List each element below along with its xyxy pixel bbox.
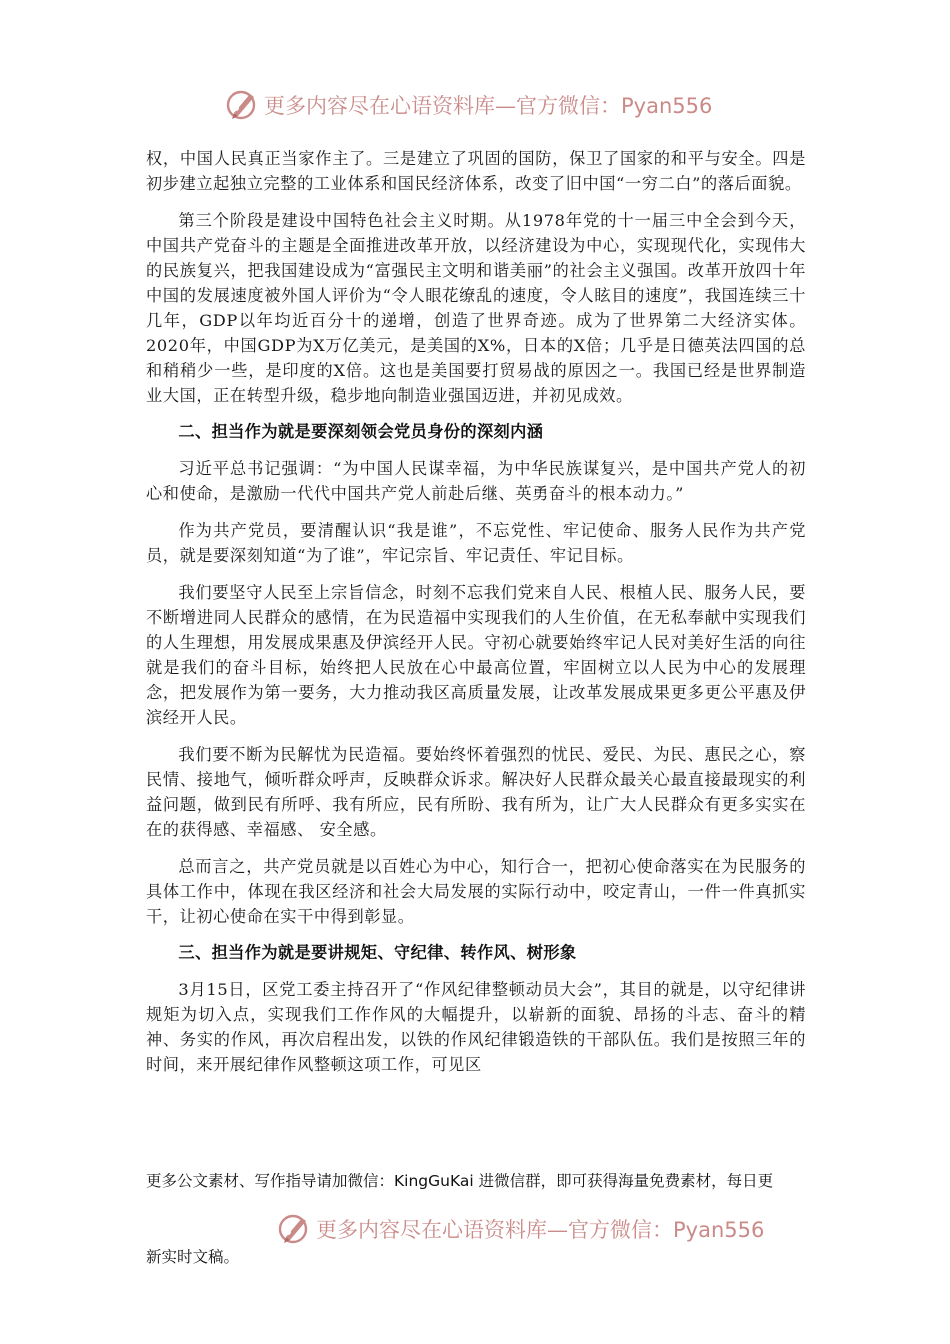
footer-note: 更多公文素材、写作指导请加微信：KingGuKai 进微信群，即可获得海量免费素材，每日更 [146, 1172, 774, 1190]
paragraph-3: 习近平总书记强调：“为中国人民谋幸福，为中华民族谋复兴，是中国共产党人的初心和使命，是激励一代代中国共产党人前赴后继、英勇奋斗的根本动力。” [146, 459, 806, 503]
paragraph-8: 3月15日，区党工委主持召开了“作风纪律整顿动员大会”，其目的就是，以守纪律讲规矩为切入点，实现我们工作作风的大幅提升，以崭新的面貌、昂扬的斗志、奋斗的精神、务实的作风，再次启程出发，以铁的作风纪律锻造铁的干部队伍。我们是按照三年的时间，来开展纪律作风整顿这项工作，可见区 [146, 980, 806, 1074]
banner-text [264, 90, 712, 120]
banner-wechat-id: Pyan556 [621, 94, 713, 118]
paragraph-6: 我们要不断为民解忧为民造福。要始终怀着强烈的忧民、爱民、为民、惠民之心，察民情、接地气，倾听群众呼声，反映群众诉求。解决好人民群众最关心最直接最现实的利益问题，做到民有所呼、我有所应，民有所盼、我有所为，让广大人民群众有更多实实在在的获得感、幸福感、 安全感。 [146, 745, 806, 839]
paragraph-1: 权，中国人民真正当家作主了。三是建立了巩固的国防，保卫了国家的和平与安全。四是初步建立起独立完整的工业体系和国民经济体系，改变了旧中国“一穷二白”的落后面貌。 [146, 149, 806, 193]
paragraph-2: 第三个阶段是建设中国特色社会主义时期。从1978年党的十一届三中全会到今天，中国共产党奋斗的主题是全面推进改革开放，以经济建设为中心，实现现代化，实现伟大的民族复兴，把我国建设成为“富强民主文明和谐美丽”的社会主义强国。改革开放四十年中国的发展速度被外国人评价为“令人眼花缭乱的速度，令人眩目的速度”，我国连续三十几年，GDP以年均近百分十的递增，创造了世界奇迹。成为了世界第二大经济实体。2020年，中国GDP为X万亿美元，是美国的X%，日本的X倍；几乎是日德英法四国的总和稍稍少一些，是印度的X倍。这也是美国要打贸易战的原因之一。我国已经是世界制造业大国，正在转型升级，稳步地向制造业强国迈进，并初见成效。 [146, 211, 806, 405]
banner-wechat-id: Pyan556 [673, 1218, 765, 1242]
banner-text [316, 1214, 764, 1244]
paragraph-7: 总而言之，共产党员就是以百姓心为中心，知行合一，把初心使命落实在为民服务的具体工作中，体现在我区经济和社会大局发展的实际行动中，咬定青山，一件一件真抓实干，让初心使命在实干中得到彰显。 [146, 857, 806, 926]
document-body [146, 146, 806, 1077]
banner-label: 更多内容尽在心语资料库—官方微信： [316, 1218, 673, 1242]
banner-label: 更多内容尽在心语资料库—官方微信： [264, 94, 621, 118]
pen-logo-icon [224, 86, 260, 122]
section-heading-2: 二、担当作为就是要深刻领会党员身份的深刻内涵 [178, 422, 544, 441]
paragraph-4: 作为共产党员，要清醒认识“我是谁”，不忘党性、牢记使命、服务人民作为共产党员，就是要深刻知道“为了谁”，牢记宗旨、牢记责任、牢记目标。 [146, 521, 806, 565]
header-banner [0, 84, 950, 124]
footer-tail: 新实时文稿。 [146, 1248, 240, 1266]
pen-logo-icon [276, 1210, 312, 1246]
footer-banner [0, 1208, 950, 1248]
paragraph-5: 我们要坚守人民至上宗旨信念，时刻不忘我们党来自人民、根植人民、服务人民，要不断增进同人民群众的感情，在为民造福中实现我们的人生价值，在无私奉献中实现我们的人生理想，用发展成果惠及伊滨经开人民。守初心就要始终牢记人民对美好生活的向往就是我们的奋斗目标，始终把人民放在心中最高位置，牢固树立以人民为中心的发展理念，把发展作为第一要务，大力推动我区高质量发展，让改革发展成果更多更公平惠及伊滨经开人民。 [146, 583, 806, 727]
section-heading-3: 三、担当作为就是要讲规矩、守纪律、转作风、树形象 [178, 943, 577, 962]
